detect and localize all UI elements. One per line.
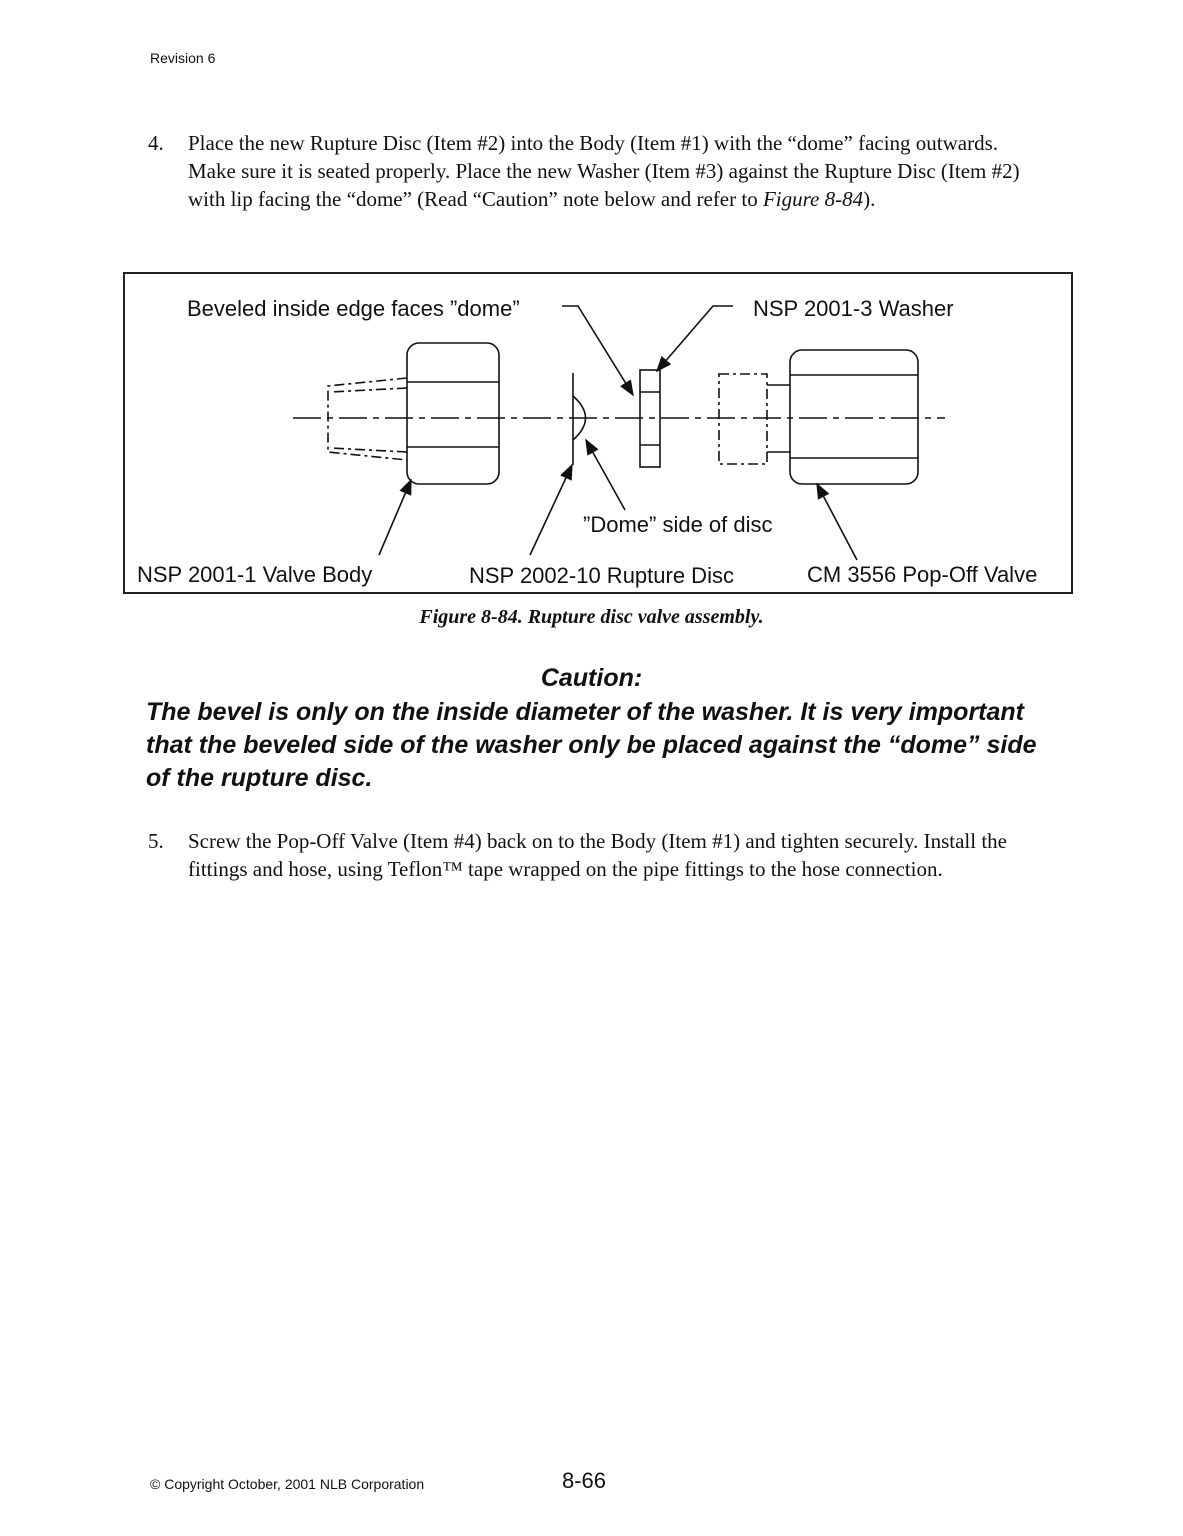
step-text: Screw the Pop-Off Valve (Item #4) back on to the Body (Item #1) and tighten securely. Install the fittings and hose, using Teflon™ tape wrapped on the pipe fittings to the hose connection.	[188, 829, 1007, 881]
label-valve-body: NSP 2001-1 Valve Body	[137, 562, 373, 587]
caution-body: The bevel is only on the inside diameter of the washer. It is very important that the beveled side of the washer only be placed against the “dome” side of the rupture disc.	[146, 698, 1037, 792]
rupture-disc-shape	[573, 373, 586, 465]
label-rupture-disc: NSP 2002-10 Rupture Disc	[469, 563, 734, 588]
label-dome-side: ”Dome” side of disc	[583, 512, 773, 537]
label-popoff-valve: CM 3556 Pop-Off Valve	[807, 562, 1038, 587]
figure-caption: Figure 8-84. Rupture disc valve assembly.	[419, 606, 764, 628]
figure-reference: Figure 8-84	[762, 187, 864, 211]
valve-body-shape	[328, 343, 499, 484]
step-number: 5.	[148, 829, 164, 853]
popoff-valve-shape	[719, 350, 918, 484]
caution-title: Caution:	[540, 664, 643, 692]
valve-assembly-diagram	[0, 0, 1183, 620]
revision-label: Revision 6	[150, 50, 216, 66]
step-text-main: Place the new Rupture Disc (Item #2) into the Body (Item #1) with the “dome” facing outwards. Make sure it is seated properly. Place the new Washer (Item #3) against the Rupture Disc (Item #2) with lip facing the “dome” (Read “Caution” note below and refer to	[188, 131, 1020, 211]
footer-copyright: © Copyright October, 2001 NLB Corporation	[150, 1476, 425, 1492]
step-text-end: ).	[863, 187, 876, 211]
step-5	[148, 827, 1048, 917]
step-number: 4.	[148, 131, 164, 155]
page-number: 8-66	[562, 1468, 607, 1493]
label-washer: NSP 2001-3 Washer	[753, 296, 954, 321]
label-beveled-edge: Beveled inside edge faces ”dome”	[187, 296, 520, 321]
